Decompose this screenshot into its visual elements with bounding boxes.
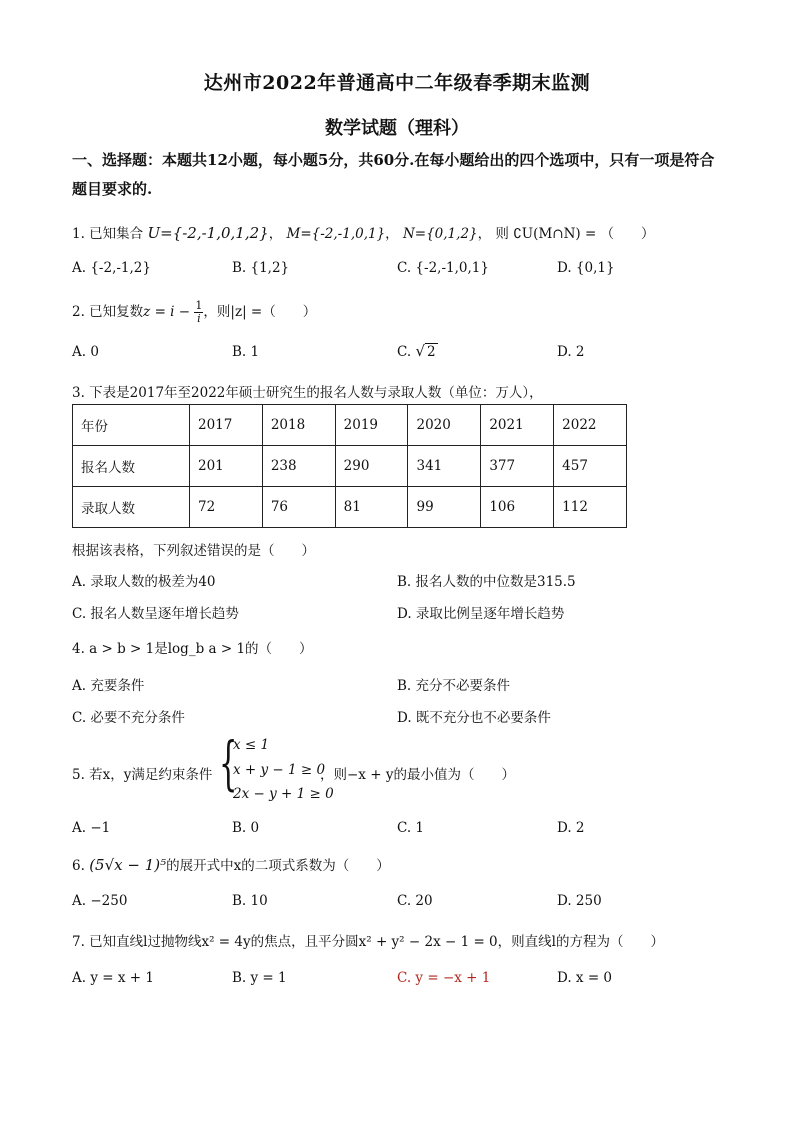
q2-option-c xyxy=(397,342,438,360)
q2-option-a: A. 0 xyxy=(72,344,99,360)
table-cell: 112 xyxy=(554,487,627,528)
question-2-prefix: 2. 已知复数 xyxy=(72,304,144,320)
table-cell: 2020 xyxy=(408,405,481,446)
table-header-row xyxy=(73,405,627,446)
q4-option-d: D. 既不充分也不必要条件 xyxy=(397,710,551,726)
constraint-3: 2x − y + 1 ≥ 0 xyxy=(233,786,334,802)
table-cell: 201 xyxy=(190,446,263,487)
q5-option-c: C. 1 xyxy=(397,820,425,836)
q2-option-d: D. 2 xyxy=(557,344,585,360)
table-cell: 99 xyxy=(408,487,481,528)
question-1-prefix: 1. 已知集合 xyxy=(72,226,144,242)
admission-table xyxy=(72,404,627,528)
q7-option-c: C. y = −x + 1 xyxy=(397,970,491,986)
question-7-stem: 7. 已知直线l过抛物线x² = 4y的焦点，且平分圆x² + y² − 2x − 1 = 0，则直线l的方程为（ ） xyxy=(72,934,664,950)
table-cell: 76 xyxy=(262,487,335,528)
table-cell: 72 xyxy=(190,487,263,528)
left-brace: { xyxy=(219,729,238,797)
question-2 xyxy=(72,300,316,325)
question-1: 1. 已知集合 U={-2,-1,0,1,2}， M={-2,-1,0,1}， N={0,1,2}， 则 ∁U(M∩N) = （ ） xyxy=(72,224,655,242)
table-cell: 2018 xyxy=(262,405,335,446)
exam-subtitle: 数学试题（理科） xyxy=(325,118,469,139)
q4-option-a: A. 充要条件 xyxy=(72,678,145,694)
q7-option-d: D. x = 0 xyxy=(557,970,613,986)
q5-option-d: D. 2 xyxy=(557,820,585,836)
q2-option-c-label: C. xyxy=(397,344,416,360)
question-6 xyxy=(72,854,390,874)
q5-option-b: B. 0 xyxy=(232,820,260,836)
table-row xyxy=(73,446,627,487)
table-cell: 290 xyxy=(335,446,408,487)
question-5-ask: ，则−x + y的最小值为（ ） xyxy=(320,767,515,783)
table-cell: 457 xyxy=(554,446,627,487)
table-cell: 2021 xyxy=(481,405,554,446)
q4-option-b: B. 充分不必要条件 xyxy=(397,678,511,694)
q1-option-c: C. {-2,-1,0,1} xyxy=(397,260,489,276)
table-row xyxy=(73,487,627,528)
sqrt-radicand: 2 xyxy=(427,344,436,360)
constraint-1: x ≤ 1 xyxy=(233,737,270,753)
q3-option-b: B. 报名人数的中位数是315.5 xyxy=(397,574,576,590)
table-cell: 106 xyxy=(481,487,554,528)
q3-option-d: D. 录取比例呈逐年增长趋势 xyxy=(397,606,565,622)
set-u: U={-2,-1,0,1,2} xyxy=(147,224,269,242)
table-cell: 2019 xyxy=(335,405,408,446)
complex-expr: z = i − xyxy=(143,304,191,320)
q1-option-a: A. {-2,-1,2} xyxy=(72,260,151,276)
question-6-ask: 的展开式中x的二项式系数为（ ） xyxy=(166,858,390,874)
section-heading: 一、选择题：本题共12小题，每小题5分，共60分.在每小题给出的四个选项中，只有一项是符合题目要求的. xyxy=(72,151,715,198)
table-cell: 377 xyxy=(481,446,554,487)
q2-option-b: B. 1 xyxy=(232,344,260,360)
table-cell: 年份 xyxy=(73,405,190,446)
q6-option-d: D. 250 xyxy=(557,893,602,909)
table-cell: 2017 xyxy=(190,405,263,446)
question-2-ask: ，则|z| =（ ） xyxy=(203,304,317,320)
fraction-numerator: 1 xyxy=(195,299,203,312)
question-5-prefix: 5. 若x，y满足约束条件 xyxy=(72,767,213,783)
set-n: N={0,1,2} xyxy=(402,226,478,242)
q1-option-d: D. {0,1} xyxy=(557,260,615,276)
question-4-stem: 4. a > b > 1是log_b a > 1的（ ） xyxy=(72,641,313,657)
q3-option-c: C. 报名人数呈逐年增长趋势 xyxy=(72,606,239,622)
q7-option-b: B. y = 1 xyxy=(232,970,287,986)
question-1-ask: 则 ∁U(M∩N) = （ ） xyxy=(495,226,655,242)
table-cell: 341 xyxy=(408,446,481,487)
q1-option-b: B. {1,2} xyxy=(232,260,290,276)
exam-title: 达州市2022年普通高中二年级春季期末监测 xyxy=(203,72,591,94)
table-cell: 238 xyxy=(262,446,335,487)
table-cell: 81 xyxy=(335,487,408,528)
table-cell: 2022 xyxy=(554,405,627,446)
q4-option-c: C. 必要不充分条件 xyxy=(72,710,185,726)
set-m: M={-2,-1,0,1} xyxy=(286,226,386,242)
binomial-expr: (5√x − 1)⁵ xyxy=(89,856,167,874)
table-cell: 录取人数 xyxy=(73,487,190,528)
q5-option-a: A. −1 xyxy=(72,820,111,836)
q7-option-a: A. y = x + 1 xyxy=(72,970,154,986)
q6-option-a: A. −250 xyxy=(72,893,128,909)
question-6-number: 6. xyxy=(72,858,85,874)
question-3-stem: 3. 下表是2017年至2022年硕士研究生的报名人数与录取人数（单位：万人）， xyxy=(72,385,543,401)
fraction-denominator: i xyxy=(197,312,201,325)
question-3-ask: 根据该表格，下列叙述错误的是（ ） xyxy=(72,543,315,559)
q6-option-c: C. 20 xyxy=(397,893,433,909)
q3-option-a: A. 录取人数的极差为40 xyxy=(72,574,216,590)
constraint-2: x + y − 1 ≥ 0 xyxy=(233,762,326,778)
sqrt-sign: √ xyxy=(415,342,425,360)
q6-option-b: B. 10 xyxy=(232,893,268,909)
table-cell: 报名人数 xyxy=(73,446,190,487)
